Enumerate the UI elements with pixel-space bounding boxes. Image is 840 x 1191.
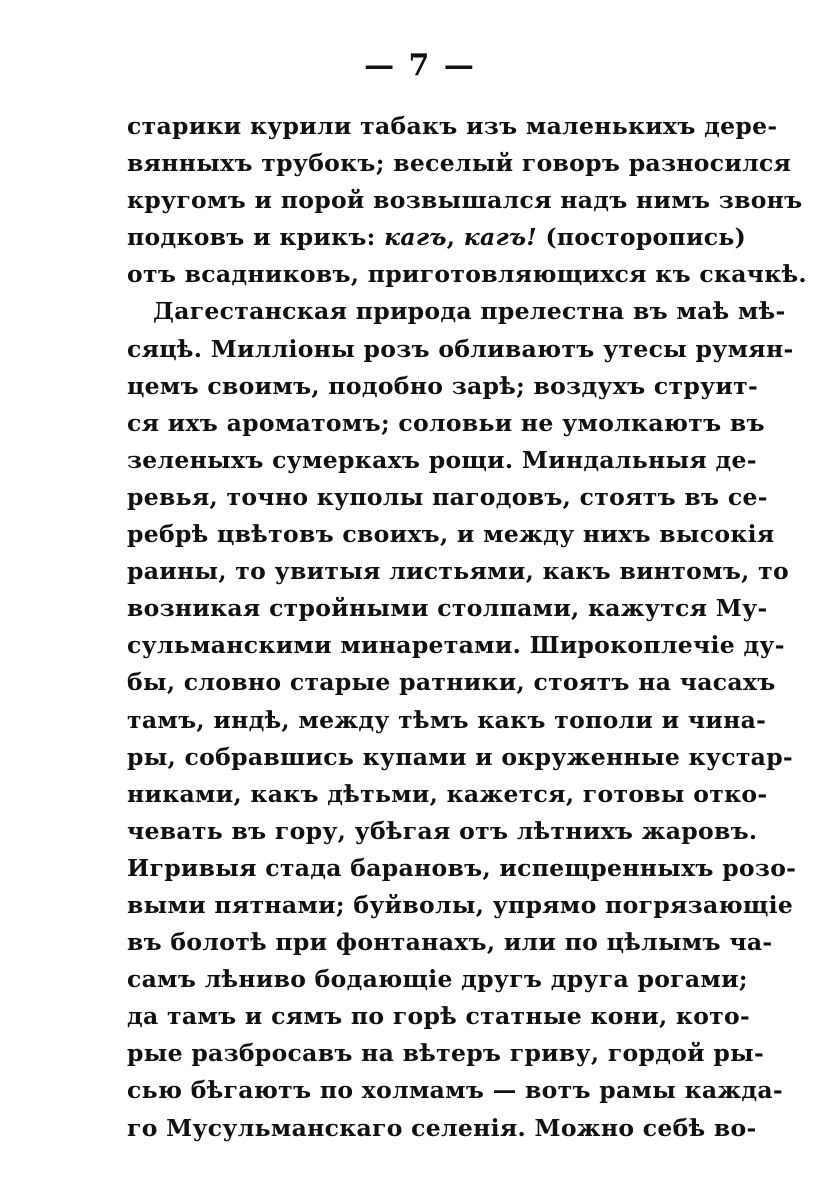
italic-word: кагъ (384, 223, 447, 252)
text-line: ревья, точно куполы пагодовъ, стоятъ въ се- (127, 482, 768, 511)
text-line: да тамъ и сямъ по горѣ статные кони, кото- (127, 1002, 751, 1031)
text-line: никами, какъ дѣтьми, кажется, готовы отко- (127, 779, 768, 808)
text-line: ся ихъ ароматомъ; соловьи не умолкаютъ въ (127, 408, 765, 437)
text-line: въ болотѣ при фонтанахъ, или по цѣлымъ ча- (127, 928, 773, 957)
text-line: зеленыхъ сумеркахъ рощи. Миндальныя де- (127, 445, 757, 474)
text-line: бы, словно старые ратники, стоятъ на часахъ (127, 668, 776, 697)
text-line: выми пятнами; буйволы, упрямо погрязающіе (127, 890, 794, 919)
italic-word: кагъ! (463, 223, 537, 252)
text-segment: (посторопись) (537, 223, 747, 252)
text-line: тамъ, индѣ, между тѣмъ какъ тополи и чина- (127, 705, 767, 734)
paragraph-first-line: Дагестанская природа прелестна въ маѣ мѣ- (153, 297, 786, 326)
text-line: самъ лѣниво бодающіе другъ друга рогами; (127, 965, 748, 994)
text-line: старики курили табакъ изъ маленькихъ дере- (127, 112, 778, 140)
text-line: го Мусульманскаго селенія. Можно себѣ во- (127, 1113, 757, 1142)
text-line: ры, собравшись купами и окруженные кустар- (127, 742, 793, 771)
text-line: ребрѣ цвѣтовъ своихъ, и между нихъ высокія (127, 520, 775, 549)
text-line: кругомъ и порой возвышался надъ нимъ звонъ (127, 186, 803, 215)
text-line: сью бѣгаютъ по холмамъ — вотъ рамы кажда- (127, 1076, 783, 1105)
body-text (127, 108, 807, 1147)
text-line: цемъ своимъ, подобно зарѣ; воздухъ струит- (127, 371, 759, 400)
page-number-header: — 7 — (364, 48, 476, 83)
text-line: сульманскими минаретами. Широкоплечіе ду- (127, 631, 785, 660)
text-line: раины, то увитыя листьями, какъ винтомъ, то (127, 557, 789, 586)
text-line: сяцѣ. Милліоны розъ обливаютъ утесы румян- (127, 334, 794, 363)
text-segment: подковъ и крикъ: (127, 223, 385, 252)
text-segment: , (446, 223, 464, 252)
text-line: чевать въ гору, убѣгая отъ лѣтнихъ жаровъ. (127, 816, 758, 845)
text-line: Игривыя стада барановъ, испещренныхъ розо- (127, 853, 797, 882)
text-line: возникая стройными столпами, кажутся Му- (127, 594, 768, 623)
paragraph-end-line: отъ всадниковъ, приготовляющихся къ скачкѣ. (127, 260, 807, 289)
text-line-with-italics (127, 219, 747, 256)
text-line: вянныхъ трубокъ; веселый говоръ разносился (127, 149, 792, 178)
text-line: рые разбросавъ на вѣтеръ гриву, гордой ры- (127, 1039, 765, 1068)
